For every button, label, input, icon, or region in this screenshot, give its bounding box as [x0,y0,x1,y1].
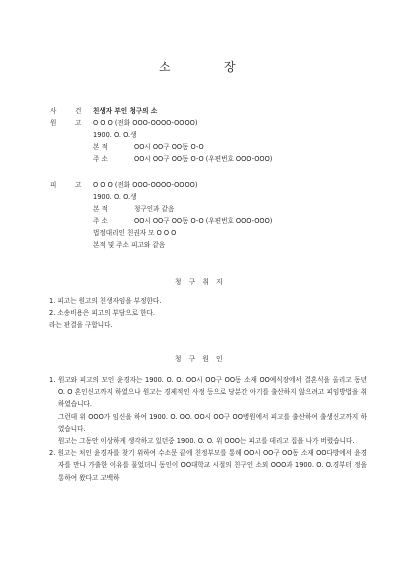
claim-cause-heading: 청 구 원 인 [174,355,226,363]
case-label-b: 건 [75,107,82,115]
plaintiff-address-label: 주 소 [93,155,108,163]
claim-cause-paragraph-2: 2. 원고는 처인 윤경자를 찾기 위하여 수소문 끝에 친정부모를 통해 OO시 OO구 OO동 소재 OO다방에서 윤경자를 만나 가출한 이유를 물었더니 동인이 OO대학교 시절의 친구인 소외 OOO과 1900. O. O.경부터 정을 통하여 왔다고 고백하 [49,449,367,482]
document-title-char-2: 장 [224,60,236,74]
defendant-label-a: 피 [50,181,57,189]
plaintiff-label-b: 고 [75,119,82,127]
claim-cause-paragraph-1c: 원고는 그동안 이상하게 생각하고 있던중 1900. O. O. 위 OOO는 피고를 데리고 집을 나가 버렸습니다. [58,437,355,446]
defendant-name-phone: O O O (전화 OOO-OOOO-OOOO) [93,181,198,189]
plaintiff-label-a: 원 [50,119,57,127]
case-label-a: 사 [50,107,57,115]
claim-cause-paragraph-1b: 그런데 위 OOO가 임신을 하여 1900. O. OO. OO시 OO구 OO병원에서 피고를 출산하여 출생신고까지 하였습니다. [58,412,367,433]
defendant-label-b: 고 [75,181,82,189]
claim-purpose-heading: 청 구 취 지 [174,278,226,286]
defendant-domicile-label: 본 적 [93,205,108,213]
document-title-char-1: 소 [159,60,171,74]
plaintiff-birth: 1900. O. O.생 [93,131,137,139]
case-title: 친생자 부인 청구의 소 [93,107,158,115]
plaintiff-domicile-label: 본 적 [93,143,108,151]
plaintiff-domicile: OO시 OO구 OO동 O-O [134,143,204,151]
claim-cause-paragraph-1: 1. 원고와 피고의 모인 윤경자는 1900. O. O. OO시 OO구 OO동 소재 OO예식장에서 결혼식을 올리고 동년 O. O 혼인신고까지 하였으나 원고는 경제적인 사정 등으로 당분간 아기를 출산하지 않으려고 피임방법을 취하였습니다. [49,376,367,409]
plaintiff-address: OO시 OO구 OO동 O-O (우편번호 OOO-OOO) [134,155,273,163]
plaintiff-name-phone: O O O (전화 OOO-OOOO-OOOO) [93,119,198,127]
defendant-domicile-address: 본적 및 주소 피고와 같음 [93,241,166,249]
claim-purpose-item-1: 1. 피고는 원고의 친생자임을 부정한다. [49,297,162,305]
defendant-legal-guardian: 법정대리인 친권자 모 O O O [93,229,177,237]
defendant-domicile: 청구인과 같음 [134,205,175,213]
defendant-birth: 1900. O. O.생 [93,193,137,201]
claim-cause-body [49,374,367,484]
claim-purpose-item-2: 2. 소송비용은 피고의 부담으로 한다. [49,309,155,317]
claim-purpose-item-3: 라는 판결을 구합니다. [49,321,113,329]
defendant-address: OO시 OO구 OO동 O-O (우편번호 OOO-OOO) [134,217,273,225]
defendant-address-label: 주 소 [93,217,108,225]
